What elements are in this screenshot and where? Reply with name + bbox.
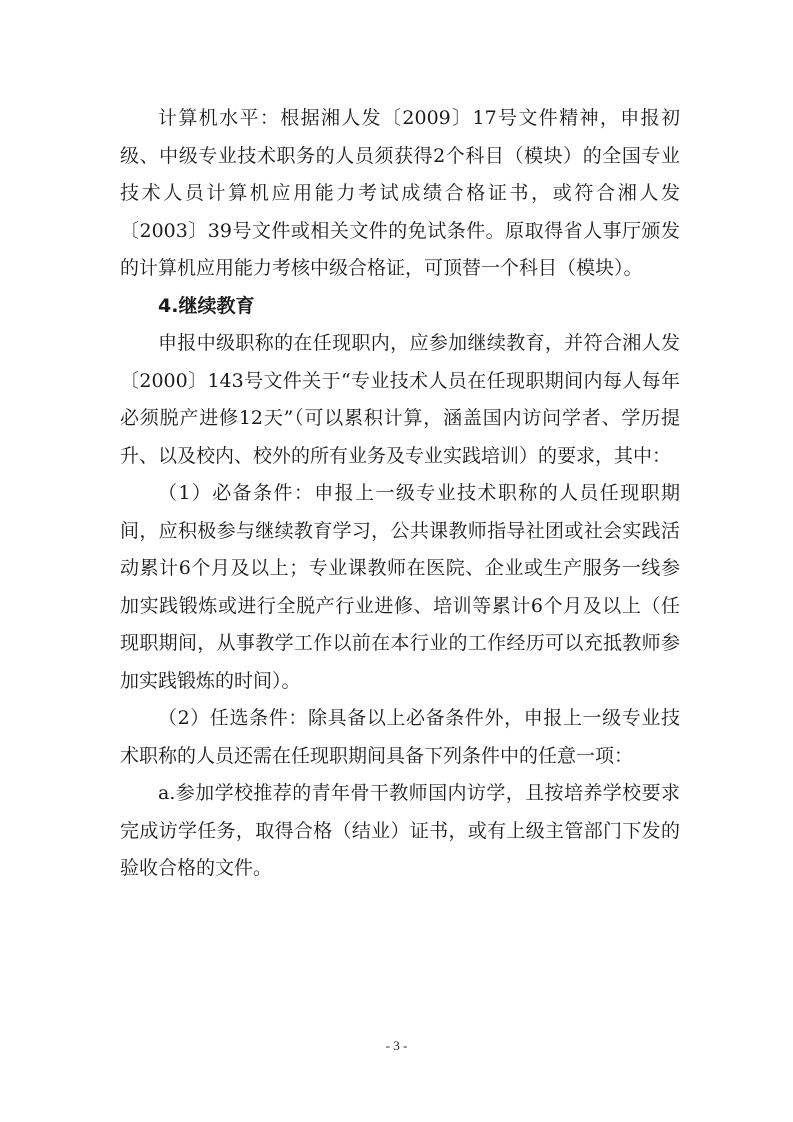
paragraph-optional-conditions: （2）任选条件：除具备以上必备条件外，申报上一级专业技术职称的人员还需在任现职期间具备下列条件中的任意一项： bbox=[120, 707, 680, 767]
paragraph-computer-level: 计算机水平：根据湘人发〔2009〕17号文件精神，申报初级、中级专业技术职务的人员须获得2个科目（模块）的全国专业技术人员计算机应用能力考试成绩合格证书，或符合湘人发〔2003〕39号文件或相关文件的免试条件。原取得省人事厅颁发的计算机应用能力考核中级合格证，可顶替一个科目（模块）。 bbox=[120, 107, 680, 279]
document-body bbox=[120, 100, 680, 888]
paragraph-required-conditions: （1）必备条件：申报上一级专业技术职称的人员任现职期间，应积极参与继续教育学习，公共课教师指导社团或社会实践活动累计6个月及以上；专业课教师在医院、企业或生产服务一线参加实践锻炼或进行全脱产行业进修、培训等累计6个月及以上（任现职期间，从事教学工作以前在本行业的工作经历可以充抵教师参加实践锻炼的时间）。 bbox=[120, 482, 680, 692]
page-number: - 3 - bbox=[385, 1038, 408, 1053]
paragraph-item-a: a.参加学校推荐的青年骨干教师国内访学，且按培养学校要求完成访学任务，取得合格（结业）证书，或有上级主管部门下发的验收合格的文件。 bbox=[120, 782, 680, 879]
paragraph-continuing-education-intro: 申报中级职称的在任现职内，应参加继续教育，并符合湘人发〔2000〕143号文件关于“专业技术人员在任现职期间内每人每年必须脱产进修12天”（可以累积计算，涵盖国内访问学者、学历提升、以及校内、校外的所有业务及专业实践培训）的要求，其中： bbox=[120, 332, 680, 467]
section-heading-continuing-education: 4.继续教育 bbox=[158, 294, 255, 317]
